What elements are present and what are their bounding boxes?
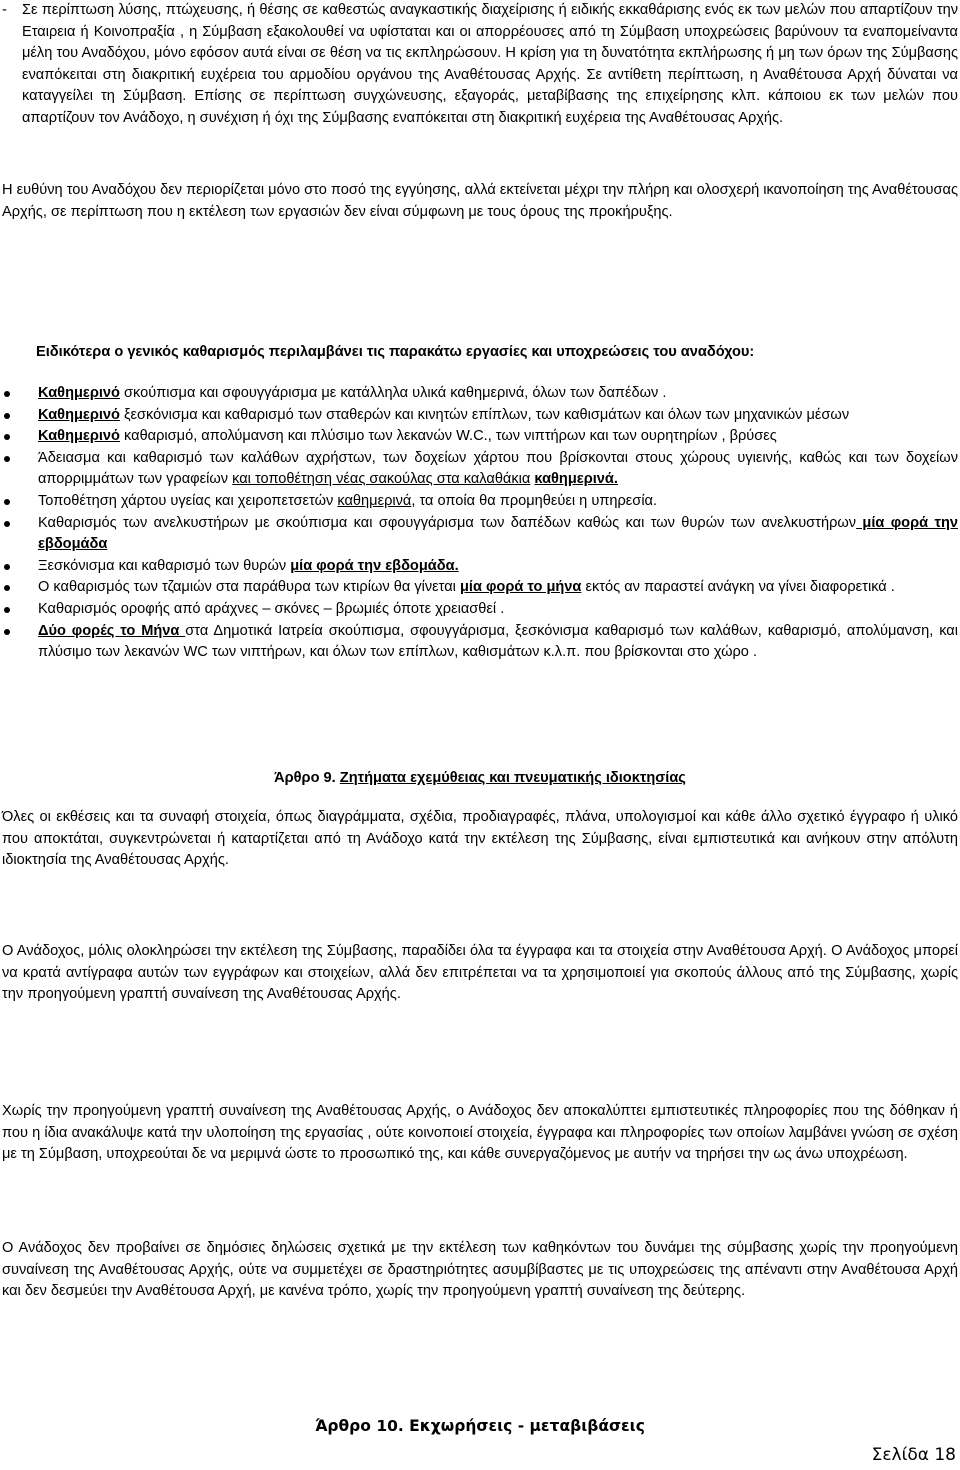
list-item: [0, 513, 958, 556]
paragraph-liability: Η ευθύνη του Αναδόχου δεν περιορίζεται μόνο στο ποσό της εγγύησης, αλλά εκτείνεται μέχρι την πλήρη και ολοσχερή ικανοποίηση της Αναθέτουσας Αρχής, σε περίπτωση που η εκτέλεση των εργασιών δεν είναι σύμφωνη με τους όρους της προκήρυξης.: [2, 182, 958, 220]
item-text: Ξεσκόνισμα και καθαρισμό των θυρών: [38, 557, 291, 574]
emphasis-text: Δύο φορές το Μήνα: [38, 622, 186, 639]
item-text: καθαρισμό, απολύμανση και πλύσιμο των λεκανών W.C., των νιπτήρων και των ουρητηρίων , βρύσες: [119, 428, 777, 445]
underlined-text: και τοποθέτηση νέας σακούλας στα καλαθάκια: [232, 471, 531, 488]
emphasis-text: μία φορά την εβδομάδα: [38, 514, 958, 553]
list-item: [0, 599, 958, 621]
bullet-icon: [4, 456, 10, 462]
cleaning-duties-heading: Ειδικότερα ο γενικός καθαρισμός περιλαμβάνει τις παρακάτω εργασίες και υποχρεώσεις του αναδόχου:: [36, 344, 755, 360]
item-text: εκτός αν παραστεί ανάγκη να γίνει διαφορετικά .: [581, 579, 895, 596]
dash-marker: -: [2, 2, 7, 18]
item-text: Άδειασμα και καθαρισμό των καλάθων αχρήστων, των δοχείων χάρτου που βρίσκονται στους χώρους υγιεινής, καθώς και των δοχείων απορριμμάτων των γραφείων: [38, 449, 958, 488]
cleaning-duties-list: [0, 383, 958, 664]
article-9-heading: [0, 768, 960, 790]
emphasis-text: μία φορά την εβδομάδα.: [290, 557, 459, 574]
emphasis-text: Καθημερινό: [38, 406, 120, 423]
list-item: [0, 448, 958, 491]
article-number: Άρθρο 9.: [274, 770, 340, 786]
item-text: στα Δημοτικά Ιατρεία σκούπισμα, σφουγγάρισμα, ξεσκόνισμα καθαρισμό των καλάθων, καθαρισμό, απολύμανση, και πλύσιμο των λεκανών WC των νιπτήρων, και όλων των επίπλων, καθισμάτων κ.λ.π. που βρίσκονται στο χώρο .: [38, 622, 958, 661]
page-number: Σελίδα 18: [871, 1445, 956, 1465]
bullet-icon: [4, 434, 10, 440]
bullet-icon: [4, 629, 10, 635]
underlined-text: καθημερινά: [337, 492, 412, 509]
article-title: Ζητήματα εχεμύθειας και πνευματικής ιδιοκτησίας: [339, 770, 686, 786]
list-item: [0, 556, 958, 578]
bullet-icon: [4, 413, 10, 419]
bullet-icon: [4, 564, 10, 570]
paragraph-text: Σε περίπτωση λύσης, πτώχευσης, ή θέσης σε καθεστώς αναγκαστικής διαχείρισης ή ειδικής εκκαθάρισης ενός εκ των μελών που απαρτίζουν την Εταιρεια ή Κοινοπραξία , η Σύμβαση εξακολουθεί να υφίσταται και οι απορρέουσες από τη Σύμβαση υποχρεώσεις βαρύνουν τα εναπομείναντα μέλη του Αναδόχου, μόνο εφόσον αυτά είναι σε θέση να τις εκπληρώσουν. Η κρίση για τη δυνατότητα εκπλήρωσης ή μη των όρων της Σύμβασης εναπόκειται στη διακριτική ευχέρεια του αρμοδίου οργάνου της Αναθέτουσας Αρχής. Σε αντίθετη περίπτωση, η Αναθέτουσα Αρχή δύναται να καταγγείλει τη Σύμβαση. Επίσης σε περίπτωση συγχώνευσης, εξαγοράς, μεταβίβασης της επιχείρησης κλπ. κάποιου εκ των μελών που απαρτίζουν τον Ανάδοχο, η συνέχιση ή όχι της Σύμβασης εναπόκειται στη διακριτική ευχέρεια της Αναθέτουσας Αρχής.: [22, 2, 958, 126]
paragraph-confidentiality: Όλες οι εκθέσεις και τα συναφή στοιχεία, όπως διαγράμματα, σχέδια, προδιαγραφές, πλάνα, υπολογισμοί και κάθε άλλο σχετικό έγγραφο ή υλικό που αποκτάται, συγκεντρώνεται ή καταρτίζεται από τη Ανάδοχο κατά την εκτέλεση της Σύμβασης, είναι εμπιστευτικά και ανήκουν στην απόλυτη ιδιοκτησία της Αναθέτουσας Αρχής.: [2, 809, 958, 869]
emphasis-text: μία φορά το μήνα: [459, 579, 582, 596]
bullet-icon: [4, 585, 10, 591]
list-item: [0, 621, 958, 664]
list-item: [0, 426, 958, 448]
bullet-icon: [4, 391, 10, 397]
paragraph-public-statements: Ο Ανάδοχος δεν προβαίνει σε δημόσιες δηλώσεις σχετικά με την εκτέλεση των καθηκόντων του δυνάμει της σύμβασης χωρίς την προηγούμενη συναίνεση της Αναθέτουσας Αρχής, ούτε να συμμετέχει σε δραστηριότητες ασυμβίβαστες με τις υποχρεώσεις της απέναντι στην Αναθέτουσα Αρχή και δεν δεσμεύει την Αναθέτουσα Αρχή, με κανένα τρόπο, χωρίς την προηγούμενη γραπτή συναίνεση της δεύτερης.: [2, 1240, 958, 1300]
item-text: Τοποθέτηση χάρτου υγείας και χειροπετσετών: [38, 492, 338, 509]
item-text: ξεσκόνισμα και καθαρισμό των σταθερών και κινητών επίπλων, των καθισμάτων και όλων των μηχανικών μέσων: [119, 406, 850, 423]
list-item: [0, 383, 958, 405]
list-item: [0, 577, 958, 599]
emphasis-text: Καθημερινό: [38, 428, 120, 445]
bullet-icon: [4, 521, 10, 527]
item-text: Ο καθαρισμός των τζαμιών στα παράθυρα των κτιρίων θα γίνεται: [38, 579, 460, 596]
emphasis-text: καθημερινά.: [534, 471, 618, 488]
list-item: [0, 405, 958, 427]
paragraph-document-handover: Ο Ανάδοχος, μόλις ολοκληρώσει την εκτέλεση της Σύμβασης, παραδίδει όλα τα έγγραφα και τα στοιχεία στην Αναθέτουσα Αρχή. Ο Ανάδοχος μπορεί να κρατά αντίγραφα αυτών των εγγράφων και στοιχείων, αλλά δεν επιτρέπεται να τα χρησιμοποιεί για σκοπούς άλλους από της Σύμβασης, χωρίς την προηγούμενη γραπτή συναίνεση της Αναθέτουσας Αρχής.: [2, 943, 958, 1003]
bullet-icon: [4, 607, 10, 613]
list-item: [0, 491, 958, 513]
emphasis-text: Καθημερινό: [38, 385, 120, 401]
item-text: σκούπισμα και σφουγγάρισμα με κατάλληλα υλικά καθημερινά, όλων των δαπέδων .: [119, 385, 667, 401]
paragraph-dissolution: [0, 0, 960, 130]
item-text: Καθαρισμός οροφής από αράχνες – σκόνες – βρωμιές όποτε χρειασθεί .: [38, 600, 505, 617]
article-10-heading: Άρθρο 10. Εκχωρήσεις - μεταβιβάσεις: [315, 1417, 645, 1435]
paragraph-disclosure: Χωρίς την προηγούμενη γραπτή συναίνεση της Αναθέτουσας Αρχής, ο Ανάδοχος δεν αποκαλύπτει εμπιστευτικές πληροφορίες που της δόθηκαν ή που η ίδια ανακάλυψε κατά την υλοποίηση της εργασίας , ούτε κοινοποιεί στοιχεία, έγγραφα και πληροφορίες των οποίων λαμβάνει γνώση σε σχέση με τη Σύμβαση, υποχρεούται δε να μεριμνά ώστε το προσωπικό της, και κάθε συνεργαζόμενος με αυτήν να τηρήσει την ως άνω υποχρέωση.: [2, 1103, 958, 1163]
bullet-icon: [4, 499, 10, 505]
item-text: , τα οποία θα προμηθεύει η υπηρεσία.: [411, 492, 658, 509]
item-text: Καθαρισμός των ανελκυστήρων με σκούπισμα και σφουγγάρισμα των δαπέδων καθώς και των θυρών των ανελκυστήρων: [38, 514, 857, 531]
